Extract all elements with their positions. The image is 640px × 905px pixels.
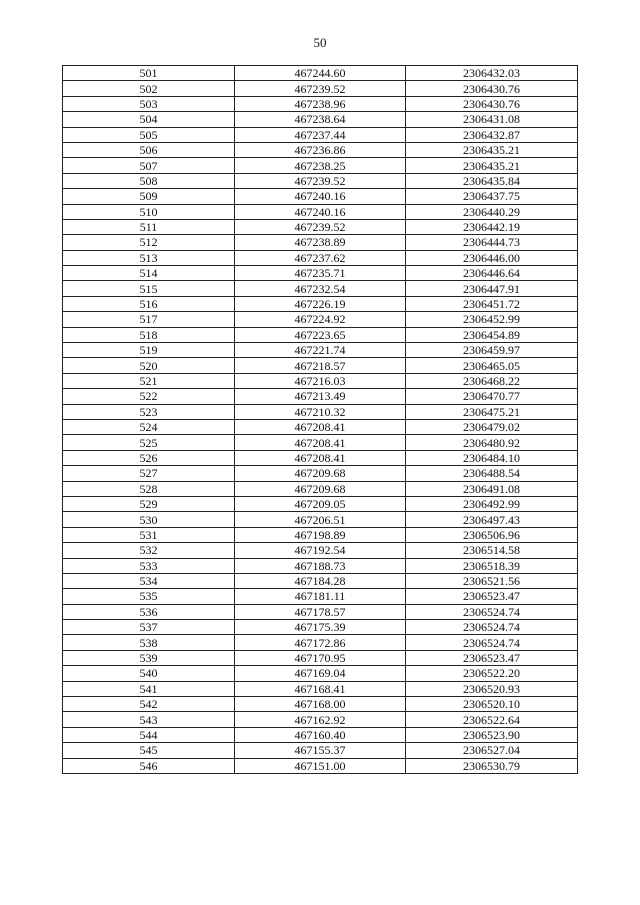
point-number-cell: 514 bbox=[63, 266, 235, 281]
table-row bbox=[63, 450, 578, 465]
table-row bbox=[63, 697, 578, 712]
y-coordinate-cell: 2306524.74 bbox=[406, 620, 578, 635]
x-coordinate-cell: 467213.49 bbox=[235, 389, 406, 404]
point-number-cell: 546 bbox=[63, 758, 235, 773]
y-coordinate-cell: 2306435.21 bbox=[406, 142, 578, 157]
table-row bbox=[63, 543, 578, 558]
point-number-cell: 531 bbox=[63, 527, 235, 542]
point-number-cell: 522 bbox=[63, 389, 235, 404]
table-row bbox=[63, 666, 578, 681]
y-coordinate-cell: 2306506.96 bbox=[406, 527, 578, 542]
table-row bbox=[63, 66, 578, 81]
y-coordinate-cell: 2306430.76 bbox=[406, 81, 578, 96]
table-row bbox=[63, 358, 578, 373]
table-row bbox=[63, 758, 578, 773]
point-number-cell: 533 bbox=[63, 558, 235, 573]
y-coordinate-cell: 2306468.22 bbox=[406, 373, 578, 388]
y-coordinate-cell: 2306465.05 bbox=[406, 358, 578, 373]
x-coordinate-cell: 467221.74 bbox=[235, 343, 406, 358]
y-coordinate-cell: 2306492.99 bbox=[406, 496, 578, 511]
y-coordinate-cell: 2306523.47 bbox=[406, 589, 578, 604]
point-number-cell: 523 bbox=[63, 404, 235, 419]
y-coordinate-cell: 2306523.47 bbox=[406, 650, 578, 665]
y-coordinate-cell: 2306475.21 bbox=[406, 404, 578, 419]
point-number-cell: 543 bbox=[63, 712, 235, 727]
table-row bbox=[63, 373, 578, 388]
point-number-cell: 540 bbox=[63, 666, 235, 681]
x-coordinate-cell: 467239.52 bbox=[235, 219, 406, 234]
table-row bbox=[63, 589, 578, 604]
x-coordinate-cell: 467160.40 bbox=[235, 727, 406, 742]
point-number-cell: 544 bbox=[63, 727, 235, 742]
x-coordinate-cell: 467238.25 bbox=[235, 158, 406, 173]
x-coordinate-cell: 467208.41 bbox=[235, 419, 406, 434]
point-number-cell: 521 bbox=[63, 373, 235, 388]
x-coordinate-cell: 467184.28 bbox=[235, 573, 406, 588]
coordinates-table-body bbox=[63, 66, 578, 774]
point-number-cell: 501 bbox=[63, 66, 235, 81]
y-coordinate-cell: 2306480.92 bbox=[406, 435, 578, 450]
table-row bbox=[63, 266, 578, 281]
y-coordinate-cell: 2306530.79 bbox=[406, 758, 578, 773]
point-number-cell: 509 bbox=[63, 189, 235, 204]
point-number-cell: 516 bbox=[63, 296, 235, 311]
x-coordinate-cell: 467223.65 bbox=[235, 327, 406, 342]
point-number-cell: 517 bbox=[63, 312, 235, 327]
x-coordinate-cell: 467210.32 bbox=[235, 404, 406, 419]
x-coordinate-cell: 467169.04 bbox=[235, 666, 406, 681]
y-coordinate-cell: 2306497.43 bbox=[406, 512, 578, 527]
point-number-cell: 542 bbox=[63, 697, 235, 712]
point-number-cell: 504 bbox=[63, 112, 235, 127]
table-row bbox=[63, 727, 578, 742]
x-coordinate-cell: 467209.05 bbox=[235, 496, 406, 511]
x-coordinate-cell: 467170.95 bbox=[235, 650, 406, 665]
y-coordinate-cell: 2306437.75 bbox=[406, 189, 578, 204]
x-coordinate-cell: 467244.60 bbox=[235, 66, 406, 81]
y-coordinate-cell: 2306523.90 bbox=[406, 727, 578, 742]
x-coordinate-cell: 467155.37 bbox=[235, 743, 406, 758]
y-coordinate-cell: 2306430.76 bbox=[406, 96, 578, 111]
table-row bbox=[63, 404, 578, 419]
point-number-cell: 507 bbox=[63, 158, 235, 173]
table-row bbox=[63, 496, 578, 511]
y-coordinate-cell: 2306442.19 bbox=[406, 219, 578, 234]
point-number-cell: 502 bbox=[63, 81, 235, 96]
x-coordinate-cell: 467206.51 bbox=[235, 512, 406, 527]
table-row bbox=[63, 389, 578, 404]
x-coordinate-cell: 467209.68 bbox=[235, 481, 406, 496]
table-row bbox=[63, 204, 578, 219]
point-number-cell: 519 bbox=[63, 343, 235, 358]
x-coordinate-cell: 467208.41 bbox=[235, 435, 406, 450]
page-number: 50 bbox=[313, 35, 327, 50]
point-number-cell: 508 bbox=[63, 173, 235, 188]
y-coordinate-cell: 2306484.10 bbox=[406, 450, 578, 465]
table-row bbox=[63, 466, 578, 481]
point-number-cell: 506 bbox=[63, 142, 235, 157]
y-coordinate-cell: 2306488.54 bbox=[406, 466, 578, 481]
point-number-cell: 503 bbox=[63, 96, 235, 111]
table-row bbox=[63, 604, 578, 619]
table-row bbox=[63, 620, 578, 635]
y-coordinate-cell: 2306522.64 bbox=[406, 712, 578, 727]
y-coordinate-cell: 2306470.77 bbox=[406, 389, 578, 404]
table-row bbox=[63, 189, 578, 204]
x-coordinate-cell: 467172.86 bbox=[235, 635, 406, 650]
y-coordinate-cell: 2306451.72 bbox=[406, 296, 578, 311]
table-row bbox=[63, 481, 578, 496]
point-number-cell: 520 bbox=[63, 358, 235, 373]
y-coordinate-cell: 2306444.73 bbox=[406, 235, 578, 250]
x-coordinate-cell: 467208.41 bbox=[235, 450, 406, 465]
y-coordinate-cell: 2306479.02 bbox=[406, 419, 578, 434]
table-row bbox=[63, 235, 578, 250]
table-row bbox=[63, 250, 578, 265]
x-coordinate-cell: 467198.89 bbox=[235, 527, 406, 542]
table-row bbox=[63, 558, 578, 573]
x-coordinate-cell: 467239.52 bbox=[235, 81, 406, 96]
x-coordinate-cell: 467235.71 bbox=[235, 266, 406, 281]
y-coordinate-cell: 2306520.93 bbox=[406, 681, 578, 696]
x-coordinate-cell: 467232.54 bbox=[235, 281, 406, 296]
x-coordinate-cell: 467175.39 bbox=[235, 620, 406, 635]
table-row bbox=[63, 112, 578, 127]
y-coordinate-cell: 2306491.08 bbox=[406, 481, 578, 496]
table-row bbox=[63, 219, 578, 234]
x-coordinate-cell: 467151.00 bbox=[235, 758, 406, 773]
x-coordinate-cell: 467237.62 bbox=[235, 250, 406, 265]
y-coordinate-cell: 2306527.04 bbox=[406, 743, 578, 758]
table-row bbox=[63, 96, 578, 111]
point-number-cell: 534 bbox=[63, 573, 235, 588]
point-number-cell: 505 bbox=[63, 127, 235, 142]
point-number-cell: 541 bbox=[63, 681, 235, 696]
x-coordinate-cell: 467226.19 bbox=[235, 296, 406, 311]
y-coordinate-cell: 2306522.20 bbox=[406, 666, 578, 681]
point-number-cell: 518 bbox=[63, 327, 235, 342]
y-coordinate-cell: 2306520.10 bbox=[406, 697, 578, 712]
point-number-cell: 513 bbox=[63, 250, 235, 265]
x-coordinate-cell: 467178.57 bbox=[235, 604, 406, 619]
point-number-cell: 529 bbox=[63, 496, 235, 511]
y-coordinate-cell: 2306524.74 bbox=[406, 635, 578, 650]
point-number-cell: 526 bbox=[63, 450, 235, 465]
table-row bbox=[63, 681, 578, 696]
y-coordinate-cell: 2306454.89 bbox=[406, 327, 578, 342]
table-row bbox=[63, 712, 578, 727]
y-coordinate-cell: 2306432.03 bbox=[406, 66, 578, 81]
y-coordinate-cell: 2306446.64 bbox=[406, 266, 578, 281]
x-coordinate-cell: 467240.16 bbox=[235, 204, 406, 219]
x-coordinate-cell: 467168.00 bbox=[235, 697, 406, 712]
table-row bbox=[63, 573, 578, 588]
y-coordinate-cell: 2306432.87 bbox=[406, 127, 578, 142]
x-coordinate-cell: 467162.92 bbox=[235, 712, 406, 727]
point-number-cell: 532 bbox=[63, 543, 235, 558]
x-coordinate-cell: 467240.16 bbox=[235, 189, 406, 204]
y-coordinate-cell: 2306459.97 bbox=[406, 343, 578, 358]
point-number-cell: 539 bbox=[63, 650, 235, 665]
point-number-cell: 512 bbox=[63, 235, 235, 250]
point-number-cell: 536 bbox=[63, 604, 235, 619]
point-number-cell: 510 bbox=[63, 204, 235, 219]
x-coordinate-cell: 467181.11 bbox=[235, 589, 406, 604]
point-number-cell: 524 bbox=[63, 419, 235, 434]
table-row bbox=[63, 343, 578, 358]
point-number-cell: 525 bbox=[63, 435, 235, 450]
y-coordinate-cell: 2306431.08 bbox=[406, 112, 578, 127]
table-row bbox=[63, 142, 578, 157]
point-number-cell: 535 bbox=[63, 589, 235, 604]
x-coordinate-cell: 467238.64 bbox=[235, 112, 406, 127]
x-coordinate-cell: 467216.03 bbox=[235, 373, 406, 388]
x-coordinate-cell: 467188.73 bbox=[235, 558, 406, 573]
y-coordinate-cell: 2306524.74 bbox=[406, 604, 578, 619]
point-number-cell: 527 bbox=[63, 466, 235, 481]
table-row bbox=[63, 296, 578, 311]
table-row bbox=[63, 743, 578, 758]
table-row bbox=[63, 312, 578, 327]
y-coordinate-cell: 2306521.56 bbox=[406, 573, 578, 588]
point-number-cell: 530 bbox=[63, 512, 235, 527]
point-number-cell: 537 bbox=[63, 620, 235, 635]
table-row bbox=[63, 635, 578, 650]
table-row bbox=[63, 512, 578, 527]
x-coordinate-cell: 467239.52 bbox=[235, 173, 406, 188]
x-coordinate-cell: 467238.89 bbox=[235, 235, 406, 250]
x-coordinate-cell: 467238.96 bbox=[235, 96, 406, 111]
point-number-cell: 545 bbox=[63, 743, 235, 758]
table-row bbox=[63, 81, 578, 96]
point-number-cell: 511 bbox=[63, 219, 235, 234]
point-number-cell: 515 bbox=[63, 281, 235, 296]
table-row bbox=[63, 173, 578, 188]
table-row bbox=[63, 327, 578, 342]
y-coordinate-cell: 2306452.99 bbox=[406, 312, 578, 327]
x-coordinate-cell: 467209.68 bbox=[235, 466, 406, 481]
table-row bbox=[63, 650, 578, 665]
coordinates-table bbox=[62, 65, 578, 774]
y-coordinate-cell: 2306435.84 bbox=[406, 173, 578, 188]
x-coordinate-cell: 467237.44 bbox=[235, 127, 406, 142]
table-row bbox=[63, 158, 578, 173]
point-number-cell: 528 bbox=[63, 481, 235, 496]
y-coordinate-cell: 2306518.39 bbox=[406, 558, 578, 573]
y-coordinate-cell: 2306447.91 bbox=[406, 281, 578, 296]
table-row bbox=[63, 419, 578, 434]
x-coordinate-cell: 467168.41 bbox=[235, 681, 406, 696]
table-row bbox=[63, 127, 578, 142]
x-coordinate-cell: 467236.86 bbox=[235, 142, 406, 157]
y-coordinate-cell: 2306446.00 bbox=[406, 250, 578, 265]
y-coordinate-cell: 2306435.21 bbox=[406, 158, 578, 173]
table-row bbox=[63, 281, 578, 296]
x-coordinate-cell: 467192.54 bbox=[235, 543, 406, 558]
x-coordinate-cell: 467224.92 bbox=[235, 312, 406, 327]
y-coordinate-cell: 2306514.58 bbox=[406, 543, 578, 558]
y-coordinate-cell: 2306440.29 bbox=[406, 204, 578, 219]
point-number-cell: 538 bbox=[63, 635, 235, 650]
table-row bbox=[63, 435, 578, 450]
table-row bbox=[63, 527, 578, 542]
x-coordinate-cell: 467218.57 bbox=[235, 358, 406, 373]
